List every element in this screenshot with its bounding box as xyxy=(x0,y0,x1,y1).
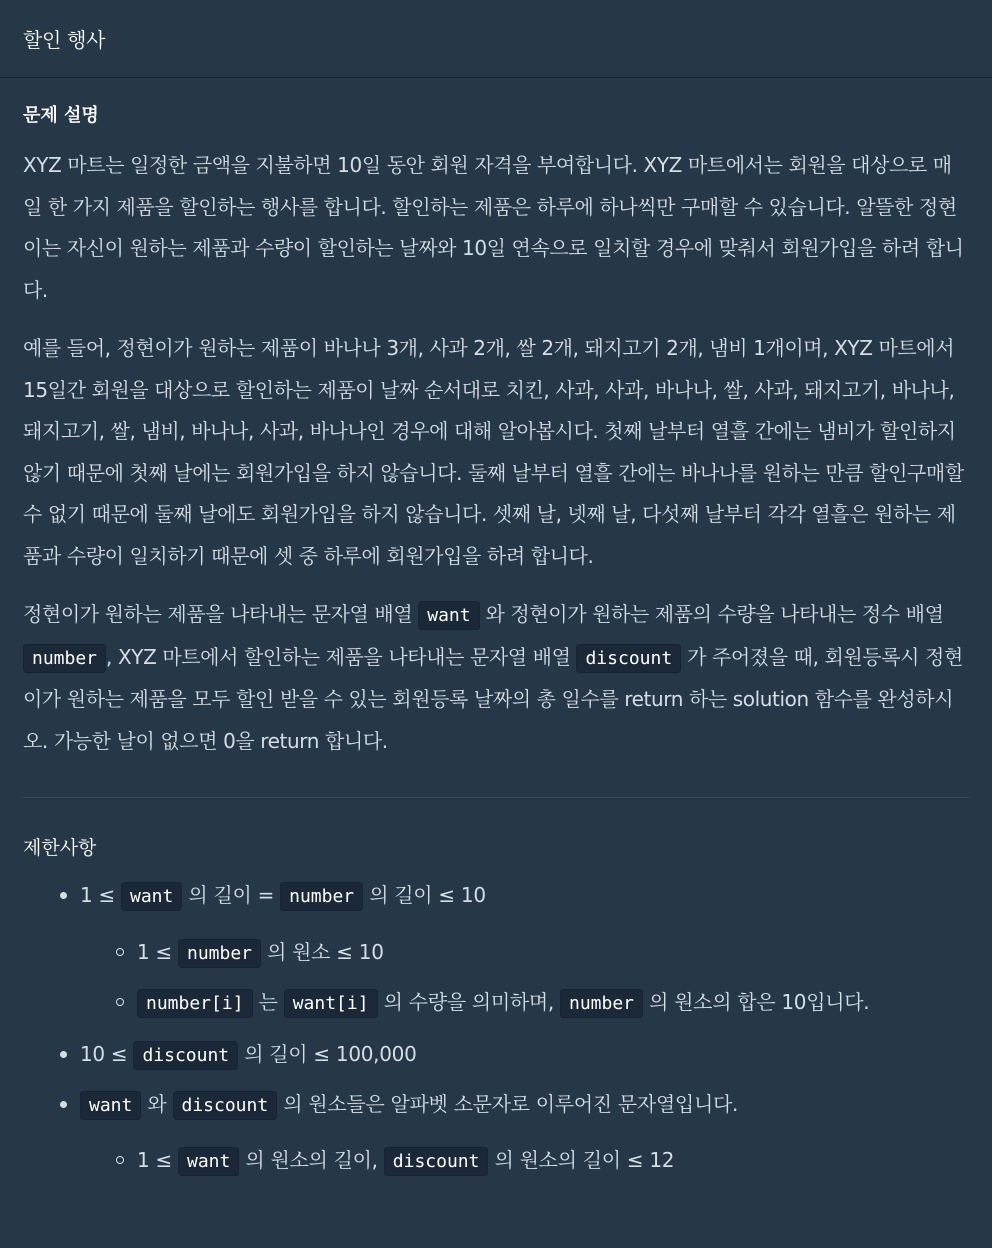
constraints-list xyxy=(23,880,969,1177)
code-number: number xyxy=(23,644,106,673)
constraint-item: 10 ≤ discount 의 길이 ≤ 100,000 xyxy=(23,1039,969,1071)
bullet-icon xyxy=(60,1051,67,1058)
description-heading: 문제 설명 xyxy=(23,105,99,126)
constraint-item: want 와 discount 의 원소들은 알파벳 소문자로 이루어진 문자열입니다. xyxy=(23,1089,969,1121)
bullet-icon xyxy=(60,892,67,899)
constraint-subitem: 1 ≤ want 의 원소의 길이, discount 의 원소의 길이 ≤ 12 xyxy=(23,1145,969,1177)
code-want: want xyxy=(178,1147,239,1176)
code-discount: discount xyxy=(384,1147,489,1176)
problem-body xyxy=(0,104,992,1177)
divider xyxy=(23,797,969,798)
code-want-i: want[i] xyxy=(284,989,378,1018)
description-paragraph-3 xyxy=(23,594,969,762)
text: 와 정현이가 원하는 제품의 수량을 나타내는 정수 배열 xyxy=(479,602,944,626)
code-discount: discount xyxy=(133,1041,238,1070)
constraint-subitem: 1 ≤ number 의 원소 ≤ 10 xyxy=(23,937,969,969)
constraint-item: 1 ≤ want 의 길이 = number 의 길이 ≤ 10 xyxy=(23,880,969,912)
constraint-subitem: number[i] 는 want[i] 의 수량을 의미하며, number 의 원소의 합은 10입니다. xyxy=(23,987,969,1019)
description-paragraph-1: XYZ 마트는 일정한 금액을 지불하면 10일 동안 회원 자격을 부여합니다. XYZ 마트에서는 회원을 대상으로 매일 한 가지 제품을 할인하는 행사를 합니다. 할인하는 제품은 하루에 하나씩만 구매할 수 있습니다. 알뜰한 정현이는 자신이 원하는 제품과 수량이 할인하는 날짜와 10일 연속으로 일치할 경우에 맞춰서 회원가입을 하려 합니다. xyxy=(23,153,964,302)
hollow-bullet-icon xyxy=(116,1156,124,1164)
text: , XYZ 마트에서 할인하는 제품을 나타내는 문자열 배열 xyxy=(106,644,577,669)
code-number: number xyxy=(560,989,643,1018)
bullet-icon xyxy=(60,1101,67,1108)
code-discount: discount xyxy=(173,1091,278,1120)
text: 정현이가 원하는 제품을 나타내는 문자열 배열 xyxy=(23,602,419,626)
code-discount: discount xyxy=(576,644,681,673)
code-number: number xyxy=(178,939,261,968)
problem-title: 할인 행사 xyxy=(23,28,106,52)
code-want: want xyxy=(121,882,182,911)
code-want: want xyxy=(80,1091,141,1120)
hollow-bullet-icon xyxy=(116,948,124,956)
code-number: number xyxy=(280,882,363,911)
constraints-heading: 제한사항 xyxy=(23,837,97,859)
problem-header xyxy=(0,0,992,78)
code-want: want xyxy=(418,601,479,630)
hollow-bullet-icon xyxy=(116,998,124,1006)
description-paragraph-2: 예를 들어, 정현이가 원하는 제품이 바나나 3개, 사과 2개, 쌀 2개, 돼지고기 2개, 냄비 1개이며, XYZ 마트에서 15일간 회원을 대상으로 할인하는 제품이 날짜 순서대로 치킨, 사과, 사과, 바나나, 쌀, 사과, 돼지고기, 바나나, 돼지고기, 쌀, 냄비, 바나나, 사과, 바나나인 경우에 대해 알아봅시다. 첫째 날부터 열흘 간에는 냄비가 할인하지 않기 때문에 첫째 날에는 회원가입을 하지 않습니다. 둘째 날부터 열흘 간에는 바나나를 원하는 만큼 할인구매할 수 없기 때문에 둘째 날에도 회원가입을 하지 않습니다. 셋째 날, 넷째 날, 다섯째 날부터 각각 열흘은 원하는 제품과 수량이 일치하기 때문에 셋 중 하루에 회원가입을 하려 합니다. xyxy=(23,336,964,568)
text: 가 주어졌을 때, 회원등록시 정현이가 원하는 제품을 모두 할인 받을 수 있는 회원등록 날짜의 총 일수를 return 하는 solution 함수를 완성하시오. 가능한 날이 없으면 0을 return 합니다. xyxy=(23,644,963,753)
code-number-i: number[i] xyxy=(137,989,253,1018)
